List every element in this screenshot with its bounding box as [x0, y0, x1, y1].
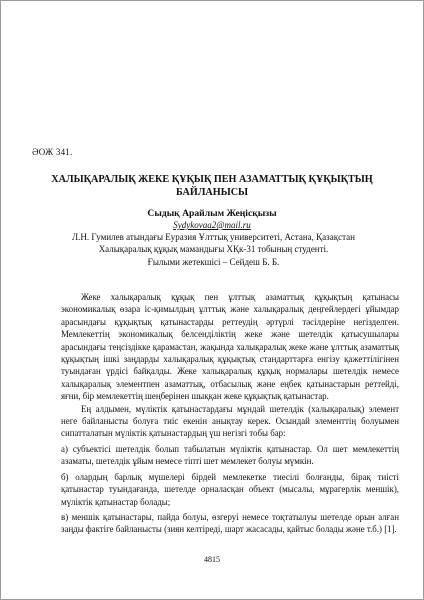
title-line-2: БАЙЛАНЫСЫ: [175, 187, 249, 198]
list-item-a: а) субъектісі шетелдік болып табылатын мүліктік қатынастар. Ол шет мемлекеттің азаматы, шетелдік ұйым немесе тіпті шет мемлекет болуы мүмкін.: [61, 443, 399, 467]
affiliation-group: Халықаралық құқық мамандығы ХҚк-31 тобының студенті.: [98, 244, 329, 255]
paragraph: Жеке халықаралық құқық пен ұлттық азаматтық құқықтың қатынасы экономикалық өзара іс-қимылдың ұлттық және халықаралық деңгейлердегі ұйымдар арасындағы құқықтық қатынастарды реттеудің әртүрлі тәсілдеріне негізделген. Мемлекеттің экономикалық белсенділіктің жеке және шетелдік қатысушылары арасындағы теңсіздікке қарамастан, жақында халықаралық жеке және ұлттық азаматтық құқықтың ішкі заңдарды халықаралық құқықтық стандарттарға енгізу қажеттілігінен туындаған үрдісі байқалды. Жеке халықаралық құқық нормалары шетелдік немесе халықаралық элементпен азаматтық, отбасылық және еңбек қатынастарын реттейді, яғни, бір мемлекеттің шеңберінен шыққан жеке құқықтық қатынастар.: [61, 292, 399, 402]
page-number: 4815: [204, 555, 220, 564]
paragraph: Ең алдымен, мүліктік қатынастардағы мұндай шетелдік (халықаралық) элемент неге байланысты болуға тиіс екенін анықтау керек. Осындай элементтің болуымен сипатталатын мүліктік қатынастардың үш негізгі тобы бар:: [61, 403, 399, 439]
article-body: [61, 291, 399, 536]
author-email: Sydykovaa2@mail.ru: [173, 220, 251, 230]
list-item-b: б) олардың барлық мүшелері бірдей мемлекетке тиесілі болғанды, бірақ тиісті қатынастар туындағанда, шетелде орналасқан объект (мысалы, мұрагерлік меншік), мүліктік қатынастар болады;: [61, 471, 399, 507]
affiliation: [26, 231, 401, 268]
author-name: Сыдық Арайлым Жеңісқызы: [147, 208, 277, 219]
udc-code: ӘОЖ 341.: [32, 147, 73, 157]
affiliation-supervisor: Ғылыми жетекшісі – Сейдеш Б. Б.: [147, 256, 280, 267]
article-title: [21, 173, 403, 199]
list-item-c: в) меншік қатынастары, пайда болуы, өзгеруі немесе тоқтатылуы шетелде орын алған заңды фактіге байланысты (зиян келтіреді, шарт жасасады, қайтыс болады және т.б.) [1].: [61, 511, 399, 535]
title-line-1: ХАЛЫҚАРАЛЫҚ ЖЕКЕ ҚҰҚЫҚ ПЕН АЗАМАТТЫҚ ҚҰҚЫҚТЫҢ: [51, 174, 373, 185]
affiliation-university: Л.Н. Гумилев атындағы Еуразия Ұлттық университеті, Астана, Қазақстан: [72, 232, 355, 242]
